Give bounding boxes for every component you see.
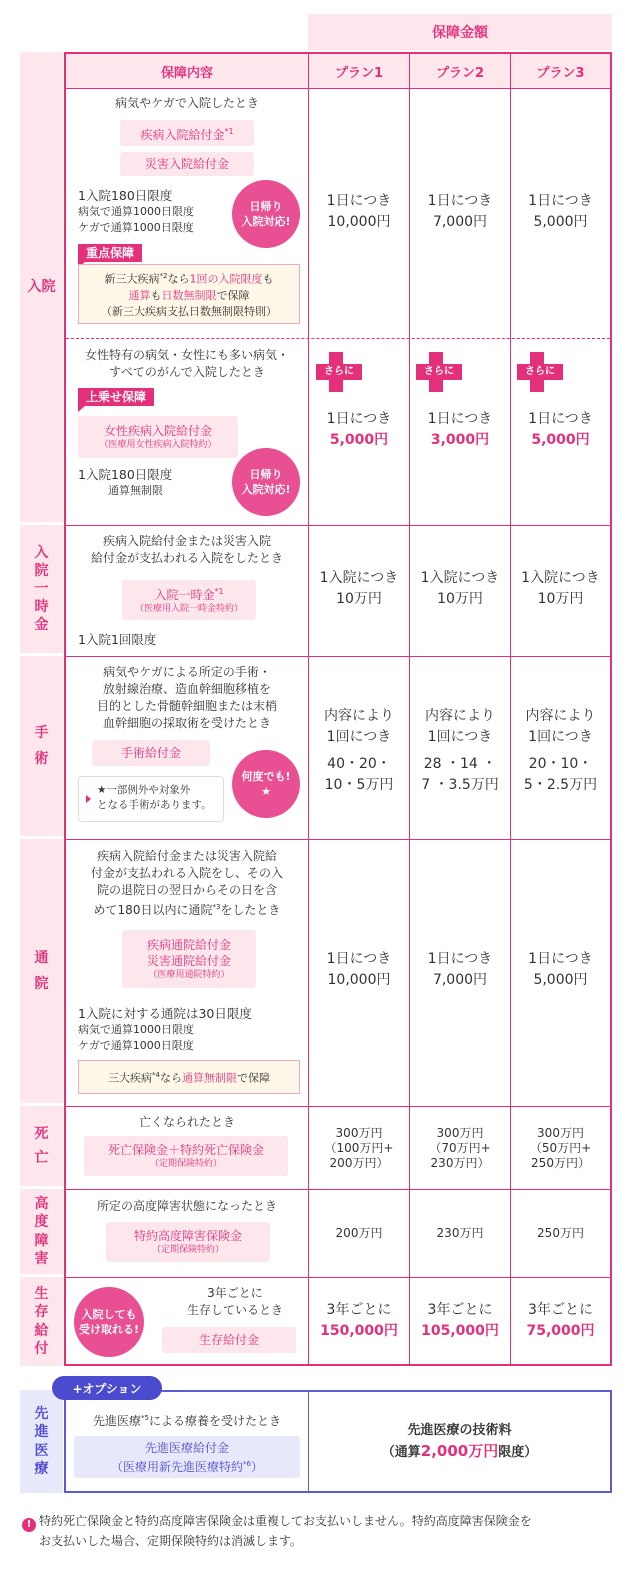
section-label-outpatient: 通 院 [20, 839, 63, 1103]
hosp1-limit-sub2: ケガで通算1000日限度 [78, 221, 194, 234]
divider [66, 656, 610, 657]
same-day-badge: 日帰り 入院対応! [232, 180, 300, 248]
plus-icon: さらに [517, 352, 557, 392]
plus-icon: さらに [416, 352, 456, 392]
surgery-desc: 病気やケガによる所定の手術・ 放射線治療、造血幹細胞移植を 目的とした骨髄幹細胞または末梢 血幹細胞の採取術を受けたとき [96, 665, 277, 730]
section-label-lump-sum: 入 院 一 時 金 [20, 525, 63, 653]
surgery-plan3: 内容により 1回につき 20・10・ 5・2.5万円 [523, 708, 598, 793]
divider [66, 1106, 610, 1107]
divider [66, 338, 610, 339]
death-plan1: 300万円 （100万円+ 200万円） [324, 1126, 394, 1170]
section-label-disability: 高 度 障 害 [20, 1189, 63, 1274]
disability-plan1: 200万円 [335, 1226, 383, 1240]
hosp2-benefit: 女性疾病入院給付金 （医療用女性疾病入院特約） [78, 416, 238, 458]
survival-desc1: 3年ごとに [207, 1286, 263, 1300]
divider [66, 88, 610, 89]
section-label-hospitalization: 入院 [20, 52, 63, 522]
survival-desc2: 生存しているとき [186, 1303, 283, 1317]
survival-plan1: 3年ごとに 150,000円 [320, 1302, 398, 1339]
disability-plan3: 250万円 [537, 1226, 584, 1240]
lump-desc2: 給付金が支払われる入院をしたとき [90, 551, 283, 565]
divider [66, 1277, 610, 1278]
lump-desc1: 疾病入院給付金または災害入院 [102, 534, 271, 548]
hosp1-plan3: 1日につき 5,000円 [528, 193, 593, 230]
surgery-plan1: 内容により 1回につき 40・20・ 10・5万円 [324, 708, 394, 793]
option-table [64, 1390, 612, 1493]
death-plan2: 300万円 （70万円+ 230万円） [429, 1126, 491, 1170]
hosp1-limit: 1入院180日限度 [78, 188, 173, 203]
hosp2-plan3: 1日につき 5,000円 [528, 411, 593, 448]
amount-header: 保障金額 [308, 14, 612, 50]
section-label-surgery: 手 術 [20, 656, 63, 836]
same-day-badge: 日帰り 入院対応! [232, 448, 300, 516]
option-amount: 先進医療の技術料 （通算2,000万円限度） [381, 1423, 538, 1460]
divider [66, 525, 610, 526]
outpatient-benefit: 疾病通院給付金 災害通院給付金 （医療用通院特約） [122, 930, 256, 988]
footnote: ! 特約死亡保険金と特約高度障害保険金は重複してお支払いしません。特約高度障害保険金を お支払いした場合、定期保険特約は消滅します。 [22, 1512, 618, 1551]
outpatient-limit-sub2: ケガで通算1000日限度 [78, 1039, 194, 1052]
death-benefit: 死亡保険金＋特約死亡保険金 （定期保険特約） [84, 1136, 288, 1176]
hosp1-plan1: 1日につき 10,000円 [326, 193, 392, 230]
alert-icon: ! [22, 1518, 36, 1532]
col-header-content: 保障内容 [66, 54, 308, 88]
col-header-plan1: プラン1 [309, 54, 409, 88]
lump-plan1: 1入院につき 10万円 [319, 570, 399, 607]
hosp2-desc1: 女性特有の病気・女性にも多い病気・ [84, 348, 289, 362]
hosp2-plan1: 1日につき 5,000円 [326, 411, 392, 448]
surgery-note: ★一部例外や対象外 となる手術があります。 [78, 776, 224, 822]
section-label-advanced-medical: 先 進 医 療 [20, 1390, 63, 1493]
option-tag: +オプション [52, 1376, 162, 1400]
hosp1-benefit2: 災害入院給付金 [120, 152, 254, 176]
death-desc: 亡くなられたとき [138, 1115, 235, 1129]
survival-plan2: 3年ごとに 105,000円 [421, 1302, 499, 1339]
survival-benefit: 生存給付金 [162, 1327, 296, 1353]
option-benefit: 先進医療給付金 （医療用新先進医療特約$^{*6}$） [74, 1436, 300, 1478]
disability-plan2: 230万円 [436, 1226, 484, 1240]
outpatient-plan1: 1日につき 10,000円 [326, 951, 392, 988]
outpatient-limit: 1入院に対する通院は30日限度 [78, 1006, 252, 1021]
outpatient-box: 三大疾病$^{*4}$なら通算無制限で保障 [78, 1060, 300, 1094]
col-header-plan2: プラン2 [410, 54, 510, 88]
outpatient-limit-sub1: 病気で通算1000日限度 [78, 1023, 194, 1036]
lump-plan2: 1入院につき 10万円 [420, 570, 500, 607]
lump-benefit: 入院一時金$^{*1}$ （医療用入院一時金特約） [122, 580, 256, 620]
plus-icon: さらに [316, 352, 356, 392]
benefit-table [64, 52, 612, 1366]
outpatient-plan2: 1日につき 7,000円 [427, 951, 493, 988]
hosp1-limit-sub1: 病気で通算1000日限度 [78, 205, 194, 218]
lump-limit: 1入院1回限度 [78, 632, 157, 647]
hosp2-limit-sub: 通算無制限 [108, 484, 163, 497]
option-desc: 先進医療$^{*5}$による療養を受けたとき [93, 1414, 281, 1428]
disability-benefit: 特約高度障害保険金 （定期保険特約） [106, 1222, 270, 1262]
col-header-plan3: プラン3 [511, 54, 610, 88]
priority-box: 新三大疾病$^{*2}$なら1回の入院限度も 通算も日数無制限で保障 （新三大疾病支払日数無制限特則） [78, 264, 300, 324]
death-plan3: 300万円 （50万円+ 250万円） [529, 1126, 592, 1170]
hosp1-benefit1: 疾病入院給付金$^{*1}$ [120, 120, 254, 146]
priority-tag: 重点保障 [78, 244, 142, 262]
surgery-benefit: 手術給付金 [92, 740, 210, 766]
hosp1-plan2: 1日につき 7,000円 [427, 193, 493, 230]
lump-plan3: 1入院につき 10万円 [521, 570, 600, 607]
hosp2-plan2: 1日につき 3,000円 [427, 411, 493, 448]
hosp2-desc2: すべてのがんで入院したとき [109, 365, 265, 379]
surgery-plan2: 内容により 1回につき 28 ・14 ・ 7 ・3.5万円 [421, 708, 499, 793]
hosp1-desc: 病気やケガで入院したとき [115, 96, 259, 110]
hosp2-limit: 1入院180日限度 [78, 467, 173, 482]
outpatient-plan3: 1日につき 5,000円 [528, 951, 593, 988]
section-label-death: 死 亡 [20, 1106, 63, 1186]
receive-badge: 入院しても 受け取れる! [74, 1287, 144, 1357]
section-label-survival: 生 存 給 付 [20, 1277, 63, 1366]
extra-tag: 上乗せ保障 [78, 388, 154, 406]
divider [66, 1189, 610, 1190]
survival-plan3: 3年ごとに 75,000円 [526, 1302, 595, 1339]
disability-desc: 所定の高度障害状態になったとき [96, 1199, 277, 1213]
outpatient-desc: 疾病入院給付金または災害入院給 付金が支払われる入院をし、その入 院の退院日の翌日からその日を含 めて180日以内に通院$^{*3}$をしたとき [90, 849, 283, 917]
unlimited-badge: 何度でも! ★ [232, 750, 300, 818]
divider [66, 839, 610, 840]
